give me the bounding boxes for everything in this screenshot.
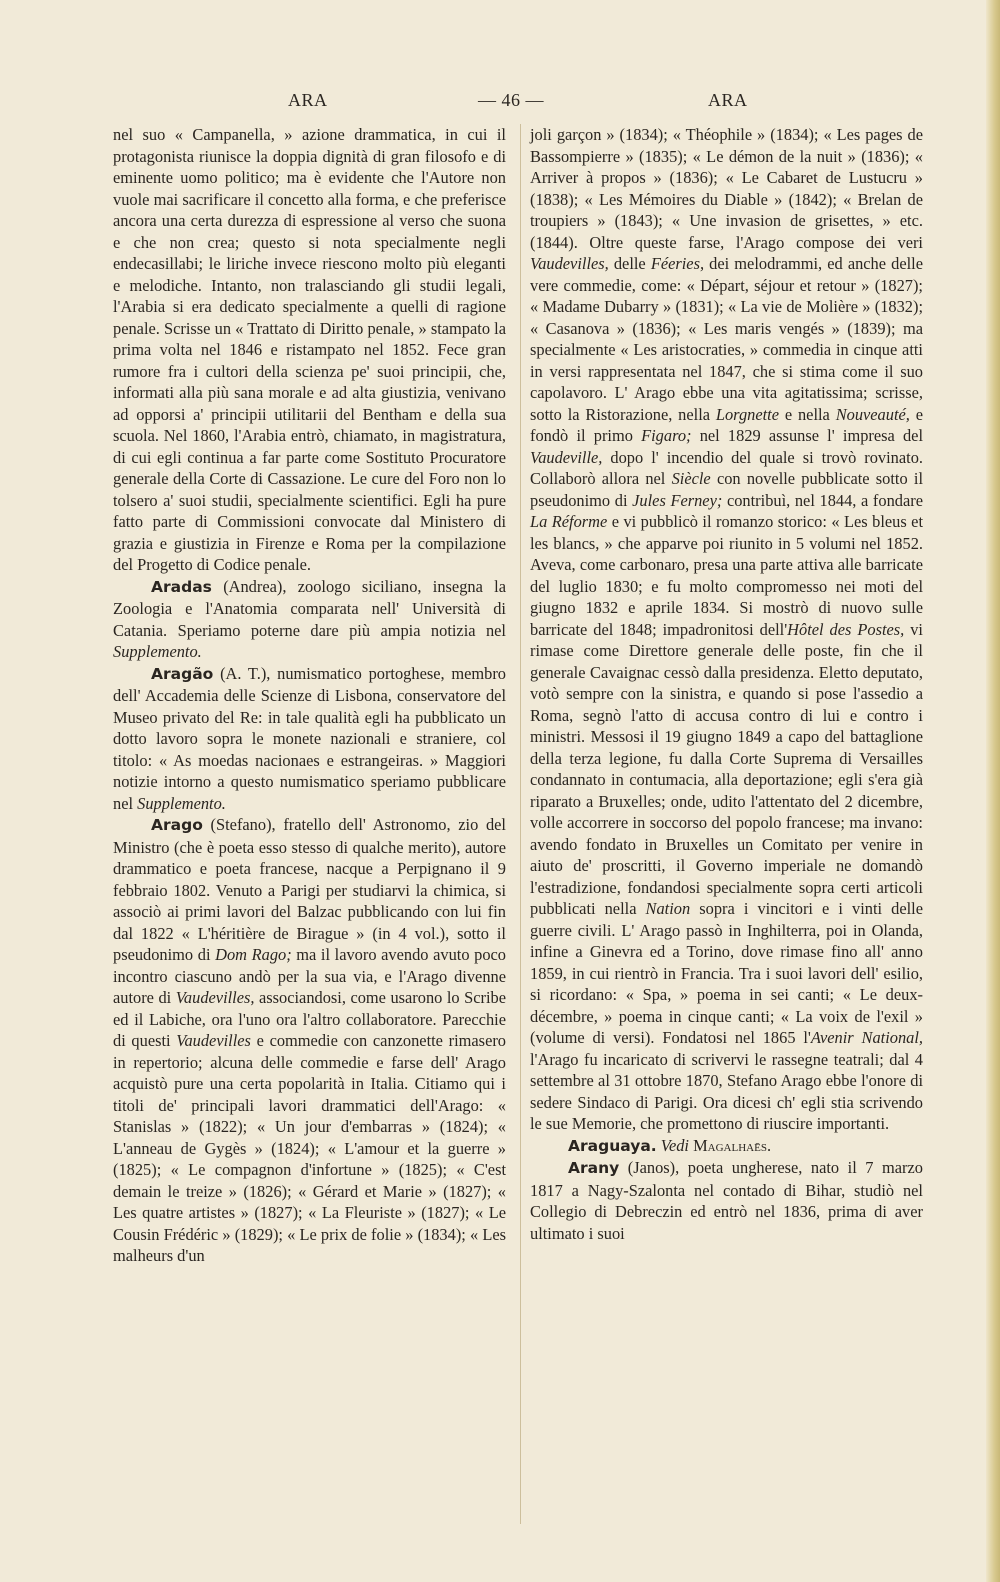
italic-title: Vaudeville, — [530, 447, 603, 467]
italic-title: Jules Ferney; — [632, 490, 723, 510]
italic-reference: Supplemento. — [113, 642, 202, 661]
headword-aragao: Aragão — [151, 664, 214, 683]
page-number: — 46 — — [478, 90, 544, 110]
headword-aradas: Aradas — [151, 577, 212, 596]
entry-text: e nella — [779, 404, 836, 424]
column-divider — [520, 124, 521, 1524]
italic-title: Nouveauté, — [835, 404, 910, 424]
entry-aradas — [113, 576, 506, 663]
entry-text: contribuì, nel 1844, a fondare — [722, 490, 923, 510]
entry-text: con novelle pubblicate sotto il pseudonimo di — [530, 469, 924, 510]
entry-text: (Stefano), fratello dell' Astronomo, zio del Ministro (che è poeta esso stesso di qualche merito), autore drammatico e poeta francese, nacque a Perpignano il 9 febbraio 1802. Venuto a Parigi per studiarvi la chimica, si associò ai primi lavori del Balzac pubblicando con lui fin dal 1822 « L'héritière de Birague » (in 4 vol.), sotto il pseudonimo di — [113, 815, 506, 964]
entry-aragao — [113, 663, 506, 815]
entry-text: l'Arago fu incaricato di scrivervi le rassegne teatrali; dal 4 settembre al 31 ottobre 1870, Stefano Arago ebbe l'onore di sedere Sindaco di Parigi. Ora dicesi ch' egli stia scrivendo le sue Memorie, che promettono di riuscire importanti. — [530, 1049, 923, 1133]
page-edge — [986, 0, 1000, 1582]
entry-text: (A. T.), numismatico portoghese, membro dell' Accademia delle Scienze di Lisbona, conservatore del Museo privato del Re: in tale qualità egli ha pubblicato un dotto lavoro sopra le monete nazionali e straniere, col titolo: « As moedas nacionaes e estrangeiras. » Maggiori notizie intorno a questo numismatico speriamo pubblicare nel — [113, 663, 506, 813]
italic-reference: Supplemento. — [137, 793, 226, 813]
entry-arago — [113, 814, 506, 1267]
entry-text: delle — [608, 254, 651, 273]
italic-title: Nation — [645, 899, 691, 918]
italic-title: Figaro; — [641, 426, 692, 445]
entry-text: ma il lavoro avendo avuto poco incontro ciascuno andò per la sua via, e l'Arago divenne autore di — [113, 945, 506, 1007]
headword-arago: Arago — [151, 816, 203, 834]
entry-text: sopra i vincitori e i vinti delle guerre civili. L' Arago passò in Inghilterra, poi in Olanda, infine a Ginevra ed a Torino, dove rimase fino all' anno 1859, in cui rientrò in Francia. Tra i suoi lavori dell' esilio, si ricordano: « Spa, » poema in sei canti; « Le deux-décembre, » poema in cinque canti; « La voix de l'exil » (volume di versi). Fondatosi nel 1865 l' — [530, 899, 923, 1047]
italic-title: Hôtel des Postes, — [787, 619, 905, 639]
paragraph-arago-continued — [530, 124, 923, 1135]
right-column — [530, 124, 923, 1244]
entry-text: e fondò il primo — [530, 404, 924, 445]
entry-text: nel 1829 assunse l' impresa del — [691, 426, 923, 445]
entry-text: (Andrea), zoologo siciliano, insegna la Zoologia e l'Anatomia comparata nell' Università di Catania. Speriamo poterne dare più ampia notizia nel — [113, 576, 506, 640]
entry-text: e vi pubblicò il romanzo storico: « Les bleus et les blancs, » che apparve poi riunito in 5 volumi nel 1852. Aveva, come carbonaro, presa una parte attiva alle barricate del luglio 1830; e fu molto compromesso nei moti del giugno 1832 e aprile 1834. Si mostrò di nuovo sulle barricate del 1848; impadronitosi dell' — [530, 512, 923, 639]
italic-title: Dom Rago; — [215, 945, 292, 964]
running-header — [110, 90, 940, 114]
entry-text: joli garçon » (1834); « Théophile » (1834); « Les pages de Bassompierre » (1835); « Le démon de la nuit » (1836); « Arriver à propos » (1836); « Le Cabaret de Lustucru » (1838); « Les Mémoires du Diable » (1842); « Brelan de troupiers » (1843); « Une invasion de grisettes, » etc. (1844). Oltre queste farse, l'Arago compose dei veri — [530, 125, 923, 252]
italic-title: Vaudevilles, — [175, 988, 255, 1007]
cross-reference-target: Magalhaēs. — [693, 1135, 772, 1155]
entry-text: vi rimase come Direttore generale delle poste, fin che il generale Cavaignac cessò dalla presidenza. Eletto deputato, votò sempre con la sinistra, e quando si pose l'assedio a Roma, segnò l'atto di accusa contro di lui e contro i ministri. Messosi il 19 giugno 1849 a capo del battaglione della terza legione, fu dalla Corte Suprema di Versailles condannato in contumacia, alla deportazione; egli s'era già riparato a Bruxelles; onde, udito l'attentato del 2 dicembre, volle accorrere in soccorso del popolo francese; ma invano: avendo fondato in Bruxelles un Comitato per venire in aiuto de' proscritti, il Governo imperiale ne domandò l'estradizione, fondandosi specialmente sopra certi articoli pubblicati nella — [530, 619, 923, 918]
paragraph-arabia-continued: nel suo « Campanella, » azione drammatica, in cui il protagonista riunisce la doppia dignità di gran filosofo e di eminente uomo politico; ma è evidente che l'Autore non vuole mai sacrificare il concetto alla forma, e che preferisce ancora una certa durezza di espressione al verso che suona e che non crea; questo si nota specialmente negli endecasillabi; le liriche invece riescono molto più eleganti e melodiche. Intanto, non tralasciando gli studii legali, l'Arabia si era dedicato specialmente a quelli di ragione penale. Scrisse un « Trattato di Diritto penale, » stampato la prima volta nel 1846 e ristampato nel 1852. Fece gran rumore fra i cultori della scienza pe' suoi principii, che, informati alla più sana morale e ad alta giustizia, venivano ad opporsi a' principii utilitarii del Bentham e della sua scuola. Nel 1860, l'Arabia entrò, chiamato, in magistratura, di cui egli continua a far parte come Sostituto Procuratore generale della Corte di Cassazione. Le cure del Foro non lo tolsero a' suoi studii, specialmente scientifici. Egli ha pure fatto parte di Commissioni convocate dal Ministero di grazia e giustizia in Firenze e Roma per la compilazione del Progetto di Codice penale. — [113, 125, 506, 574]
entry-text: e commedie con canzonette rimasero in repertorio; alcuna delle commedie e farse dell' Arago acquistò pure una certa popolarità in Italia. Citiamo qui i titoli de' principali lavori drammatici dell'Arago: « Stanislas » (1822); « Un jour d'embarras » (1824); « L'anneau de Gygès » (1824); « L'amour et la guerre » (1825); « Le compagnon d'infortune » (1825); « C'est demain le treize » (1826); « Gérard et Marie » (1827); « Les quatre artistes » (1827); « La Fleuriste » (1827); « Le Cousin Frédéric » (1829); « Le prix de folie » (1834); « Les malheurs d'un — [113, 1031, 506, 1265]
entry-text: dei melodrammi, ed anche delle vere commedie, come: « Départ, séjour et retour » (1827); « Madame Dubarry » (1831); « La vie de Molière » (1832); « Casanova » (1836); « Les maris vengés » (1839); ma specialmente « Les aristocraties, » commedia in cinque atti in versi rappresentata nel 1847, che si stima come il suo capolavoro. L' Arago ebbe una vita agitatissima; scrisse, sotto la Ristorazione, nella — [530, 254, 923, 424]
left-column — [113, 124, 506, 1267]
italic-title: Féeries, — [650, 254, 705, 273]
italic-title: Vaudevilles — [176, 1031, 251, 1050]
entry-text: dopo l' incendio del quale si trovò rovinato. Collaborò allora nel — [530, 447, 923, 488]
entry-araguaya — [530, 1135, 923, 1158]
italic-title: La Réforme — [530, 512, 608, 531]
entry-text: associandosi, come usarono lo Scribe ed il Labiche, ora l'uno ora l'altro collaboratore. Parecchie di questi — [113, 988, 506, 1050]
entry-text: (Janos), poeta ungherese, nato il 7 marzo 1817 a Nagy-Szalonta nel contado di Bihar, studiò nel Collegio di Debreczin ed entrò nel 1836, prima di aver ultimato i suoi — [530, 1158, 923, 1243]
cross-reference-label: Vedi — [656, 1135, 694, 1155]
italic-title: Vaudevilles, — [530, 254, 609, 273]
headword-arany: Arany — [568, 1159, 620, 1177]
italic-title: Avenir National, — [810, 1028, 923, 1047]
italic-title: Lorgnette — [715, 404, 780, 424]
headword-araguaya: Araguaya. — [568, 1136, 657, 1155]
header-left-keyword: ARA — [288, 90, 328, 110]
entry-arany — [530, 1157, 923, 1244]
italic-title: Siècle — [671, 469, 711, 488]
header-right-keyword: ARA — [708, 90, 748, 110]
